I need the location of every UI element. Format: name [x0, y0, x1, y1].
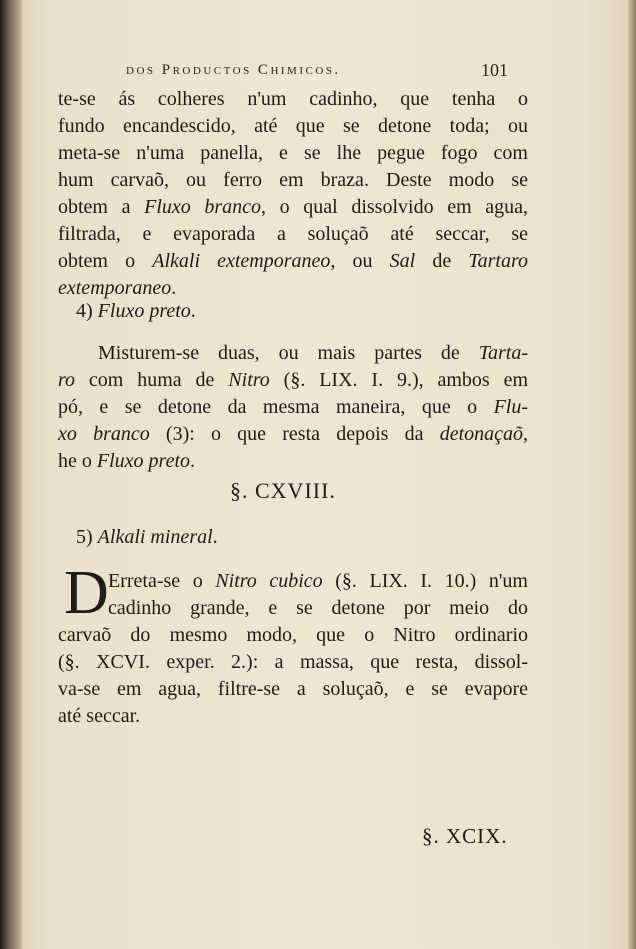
text-line: pó, e se detone da mesma maneira, que o Flu- [58, 396, 528, 418]
page-edge [628, 0, 636, 949]
section-heading: §. CXVIII. [230, 478, 336, 503]
text-line: Erreta-se o Nitro cubico (§. LIX. I. 10.) n'um [108, 570, 528, 592]
item-4-heading: 4) Fluxo preto. [76, 300, 196, 322]
running-header: dos Productos Chimicos. [126, 62, 341, 78]
text-line: he o Fluxo preto. [58, 450, 196, 472]
text-line: meta-se n'uma panella, e se lhe pegue fogo com [58, 142, 528, 164]
text-line: cadinho grande, e se detone por meio do [108, 597, 528, 619]
text-line: até seccar. [58, 705, 141, 727]
text-line: obtem a Fluxo branco, o qual dissolvido em agua, [58, 196, 528, 218]
text-line: extemporaneo. [58, 277, 177, 299]
text-line: te-se ás colheres n'um cadinho, que tenha o [58, 88, 528, 110]
text-line: va-se em agua, filtre-se a soluçaõ, e se evapore [58, 678, 528, 700]
text-line: Misturem-se duas, ou mais partes de Tarta- [98, 342, 528, 364]
text-line: xo branco (3): o que resta depois da detonaçaõ, [58, 423, 528, 445]
paragraph-3 [58, 568, 528, 730]
text-line: (§. XCVI. exper. 2.): a massa, que resta, dissol- [58, 651, 528, 673]
catchword: §. XCIX. [422, 824, 508, 848]
gutter-shadow [0, 0, 22, 949]
text-line: ro com huma de Nitro (§. LIX. I. 9.), ambos em [58, 369, 528, 391]
text-line: filtrada, e evaporada a soluçaõ até seccar, se [58, 223, 528, 245]
page-number: 101 [481, 60, 508, 80]
text-line: hum carvaõ, ou ferro em braza. Deste modo se [58, 169, 528, 191]
paragraph-1 [58, 86, 528, 302]
drop-cap: D [64, 559, 109, 627]
text-line: carvaõ do mesmo modo, que o Nitro ordinario [58, 624, 528, 646]
paragraph-2 [58, 340, 528, 475]
item-5-heading: 5) Alkali mineral. [76, 526, 218, 548]
text-line: obtem o Alkali extemporaneo, ou Sal de Tartaro [58, 250, 528, 272]
text-line: fundo encandescido, até que se detone toda; ou [58, 115, 528, 137]
